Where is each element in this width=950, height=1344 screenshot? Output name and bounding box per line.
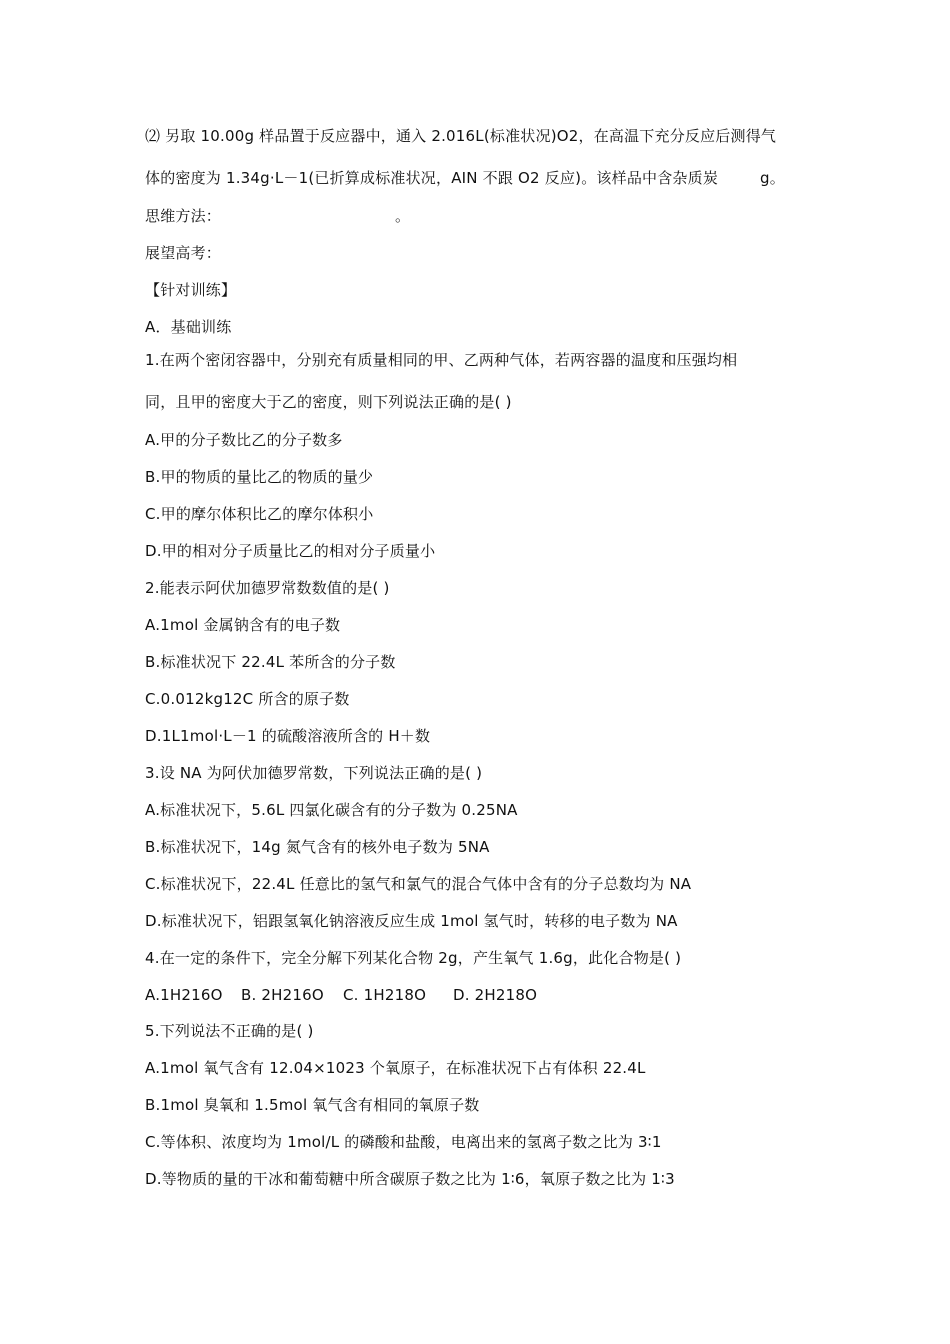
q5-stem: 5.下列说法不正确的是( ) bbox=[145, 1022, 314, 1040]
q4-option-b: B. 2H216O bbox=[241, 986, 324, 1004]
q2-line-2-text: 体的密度为 1.34g·L－1(已折算成标准状况，AIN 不跟 O2 反应)。该样品中含杂质炭 bbox=[145, 169, 719, 187]
q3-option-a: A.标准状况下，5.6L 四氯化碳含有的分子数为 0.25NA bbox=[145, 801, 518, 819]
q2-option-a: A.1mol 金属钠含有的电子数 bbox=[145, 616, 341, 634]
q3-option-c: C.标准状况下，22.4L 任意比的氢气和氯气的混合气体中含有的分子总数均为 NA bbox=[145, 875, 692, 893]
q1-option-a: A.甲的分子数比乙的分子数多 bbox=[145, 431, 343, 449]
outlook-label: 展望高考： bbox=[145, 244, 222, 262]
q2-option-b: B.标准状况下 22.4L 苯所含的分子数 bbox=[145, 653, 396, 671]
q2-option-d: D.1L1mol·L－1 的硫酸溶液所含的 H＋数 bbox=[145, 727, 431, 745]
q4-option-d: D. 2H218O bbox=[453, 986, 538, 1004]
q2-stem: 2.能表示阿伏加德罗常数数值的是( ) bbox=[145, 579, 390, 597]
thinking-label: 思维方法： bbox=[145, 207, 222, 225]
q2-line-1: ⑵ 另取 10.00g 样品置于反应器中，通入 2.016L(标准状况)O2，在高温下充分反应后测得气 bbox=[145, 127, 777, 145]
q1-option-b: B.甲的物质的量比乙的物质的量少 bbox=[145, 468, 374, 486]
q4-option-a: A.1H216O bbox=[145, 986, 223, 1004]
q4-option-c: C. 1H218O bbox=[343, 986, 427, 1004]
q5-option-d: D.等物质的量的干冰和葡萄糖中所含碳原子数之比为 1∶6，氧原子数之比为 1∶3 bbox=[145, 1170, 675, 1188]
q3-option-d: D.标准状况下，铝跟氢氧化钠溶液反应生成 1mol 氢气时，转移的电子数为 NA bbox=[145, 912, 678, 930]
q4-stem: 4.在一定的条件下，完全分解下列某化合物 2g，产生氧气 1.6g，此化合物是( ) bbox=[145, 949, 682, 967]
sub-heading: A．基础训练 bbox=[145, 318, 232, 336]
q5-option-b: B.1mol 臭氧和 1.5mol 氧气含有相同的氧原子数 bbox=[145, 1096, 480, 1114]
q2-unit: g。 bbox=[760, 169, 785, 187]
q3-stem: 3.设 NA 为阿伏加德罗常数，下列说法正确的是( ) bbox=[145, 764, 483, 782]
q3-option-b: B.标准状况下，14g 氮气含有的核外电子数为 5NA bbox=[145, 838, 490, 856]
thinking-end: 。 bbox=[395, 207, 411, 225]
section-heading: 【针对训练】 bbox=[145, 281, 237, 299]
q2-line-2 bbox=[145, 168, 825, 188]
thinking-method bbox=[145, 206, 825, 226]
q1-option-c: C.甲的摩尔体积比乙的摩尔体积小 bbox=[145, 505, 374, 523]
q5-option-a: A.1mol 氧气含有 12.04×1023 个氧原子，在标准状况下占有体积 22.4L bbox=[145, 1059, 646, 1077]
q2-option-c: C.0.012kg12C 所含的原子数 bbox=[145, 690, 350, 708]
q1-option-d: D.甲的相对分子质量比乙的相对分子质量小 bbox=[145, 542, 436, 560]
q1-stem-line-1: 1.在两个密闭容器中，分别充有质量相同的甲、乙两种气体，若两容器的温度和压强均相 bbox=[145, 351, 738, 369]
q4-options-row bbox=[145, 985, 825, 1005]
q5-option-c: C.等体积、浓度均为 1mol/L 的磷酸和盐酸，电离出来的氢离子数之比为 3∶1 bbox=[145, 1133, 662, 1151]
q1-stem-line-2: 同，且甲的密度大于乙的密度，则下列说法正确的是( ) bbox=[145, 393, 512, 411]
